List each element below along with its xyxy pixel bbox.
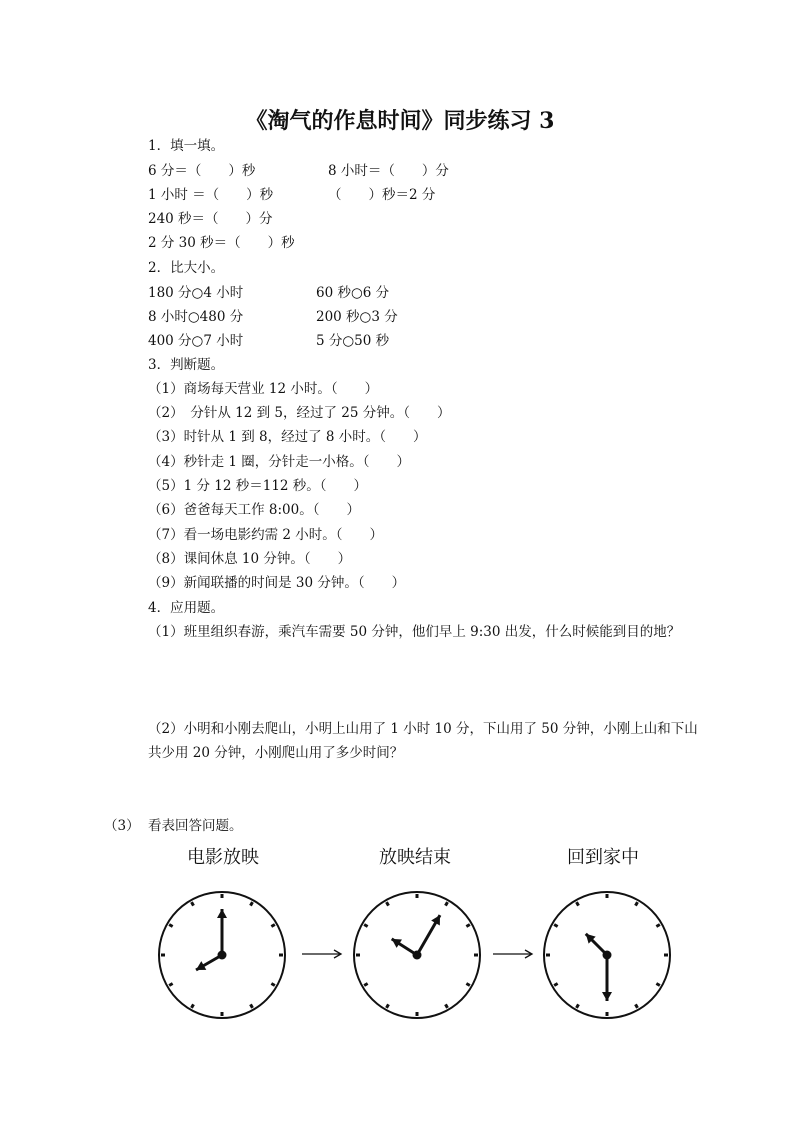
clock-tick (577, 902, 579, 905)
page-title: 《淘气的作息时间》同步练习 3 (245, 108, 555, 134)
clock-center (413, 951, 422, 960)
compare-item: 200 秒○3 分 (316, 309, 398, 325)
word-problem-1: （1）班里组织春游，乘汽车需要 50 分钟，他们早上 9:30 出发，什么时候能到目的地？ (148, 624, 681, 640)
fill-item: （ ）秒＝2 分 (328, 187, 436, 203)
fill-item: 2 分 30 秒＝（ ）秒 (148, 235, 295, 251)
fill-item: 1 小时 ＝（ ）秒 (148, 187, 274, 203)
clock-tick (364, 984, 367, 986)
word-problem-3-number: （3） (104, 818, 140, 834)
section2-heading: 2．比大小。 (148, 260, 225, 276)
clock-label-start: 电影放映 (187, 847, 259, 868)
clock-tick (554, 984, 557, 986)
clock-tick (271, 925, 274, 927)
clock-tick (656, 925, 659, 927)
judge-item: （7）看一场电影约需 2 小时。（ ） (148, 527, 384, 543)
fill-item: 240 秒＝（ ）分 (148, 211, 273, 227)
clock-icon (354, 892, 480, 1018)
clock-tick (387, 902, 389, 905)
clock-tick (554, 925, 557, 927)
judge-item: （5）1 分 12 秒＝112 秒。（ ） (148, 478, 368, 494)
word-problem-2-line2: 共少用 20 分钟，小刚爬山用了多少时间？ (148, 745, 404, 761)
clock-tick (636, 1004, 638, 1007)
compare-item: 8 小时○480 分 (148, 309, 244, 325)
clock-tick (636, 902, 638, 905)
compare-item: 180 分○4 小时 (148, 285, 244, 301)
arrow-right-icon (302, 950, 341, 958)
word-problem-2-line1: （2）小明和小刚去爬山，小明上山用了 1 小时 10 分，下山用了 50 分钟，小刚上山和下山 (148, 721, 698, 737)
clock-tick (251, 902, 253, 905)
clock-tick (251, 1004, 253, 1007)
section3-heading: 3．判断题。 (148, 357, 225, 373)
clock-center (603, 951, 612, 960)
clock-tick (192, 1004, 194, 1007)
clock-diagram (0, 880, 800, 1040)
judge-item: （3）时针从 1 到 8，经过了 8 小时。（ ） (148, 429, 427, 445)
clock-tick (577, 1004, 579, 1007)
compare-item: 60 秒○6 分 (316, 285, 390, 301)
judge-item: （2） 分针从 12 到 5，经过了 25 分钟。（ ） (148, 405, 451, 421)
clock-tick (446, 1004, 448, 1007)
arrow-right-icon (493, 950, 532, 958)
judge-item: （6）爸爸每天工作 8:00。（ ） (148, 502, 360, 518)
clock-center (218, 951, 227, 960)
clock-tick (169, 925, 172, 927)
compare-item: 400 分○7 小时 (148, 333, 244, 349)
compare-item: 5 分○50 秒 (316, 333, 390, 349)
fill-item: 8 小时＝（ ）分 (328, 163, 449, 179)
judge-item: （4）秒针走 1 圈，分针走一小格。（ ） (148, 454, 411, 470)
section4-heading: 4．应用题。 (148, 600, 225, 616)
clock-label-end: 放映结束 (379, 847, 451, 868)
clock-tick (169, 984, 172, 986)
judge-item: （9）新闻联播的时间是 30 分钟。（ ） (148, 575, 406, 591)
clock-tick (466, 925, 469, 927)
word-problem-3-text: 看表回答问题。 (148, 818, 243, 834)
clock-tick (656, 984, 659, 986)
judge-item: （1）商场每天营业 12 小时。（ ） (148, 381, 379, 397)
fill-item: 6 分＝（ ）秒 (148, 163, 256, 179)
clock-tick (192, 902, 194, 905)
clock-icon (544, 892, 670, 1018)
clock-icon (159, 892, 285, 1018)
clock-tick (446, 902, 448, 905)
clock-tick (364, 925, 367, 927)
clock-label-home: 回到家中 (567, 847, 639, 868)
clock-tick (466, 984, 469, 986)
judge-item: （8）课间休息 10 分钟。（ ） (148, 551, 352, 567)
section1-heading: 1．填一填。 (148, 138, 225, 154)
clock-tick (387, 1004, 389, 1007)
clock-tick (271, 984, 274, 986)
